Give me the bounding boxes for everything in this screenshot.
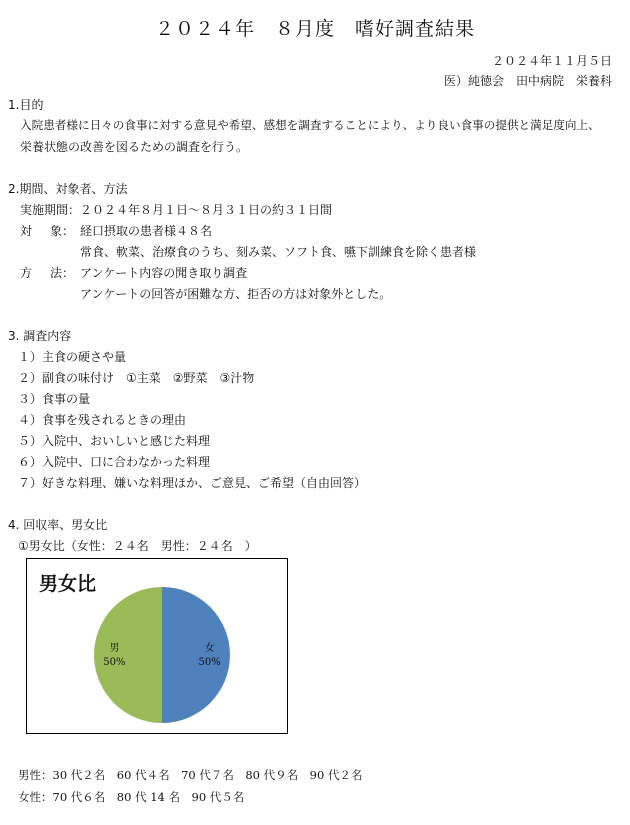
organization: 医）純徳会 田中病院 栄養科 [443,74,612,88]
period-label: 実施期間： [20,203,81,217]
report-date: ２０２４年１１月５日 [491,54,612,68]
chart-title: 男女比 [39,573,97,595]
gender-ratio-caption: ①男女比（女性：２４名 男性：２４名 ） [18,539,257,553]
survey-item: ６）入院中、口に合わなかった料理 [18,455,211,469]
pie-slice-percent-label: 50% [198,657,221,668]
method-value: アンケート内容の聞き取り調査 [80,266,248,280]
target-value: 経口摂取の患者様４８名 [80,224,213,238]
section-1-heading: 1.目的 [8,98,44,112]
pie-slice-category-label: 女 [204,643,215,654]
survey-item: ５）入院中、おいしいと感じた料理 [18,434,211,448]
target-note: 常食、軟菜、治療食のうち、刻み菜、ソフト食、嚥下訓練食を除く患者様 [80,245,477,259]
method-label-2: 法： [50,266,75,280]
survey-item: ２）副食の味付け ①主菜 ②野菜 ③汁物 [18,371,255,385]
purpose-line-2: 栄養状態の改善を図るための調査を行う。 [20,140,249,154]
method-label-1: 方 [20,266,33,280]
survey-item: ３）食事の量 [18,392,91,406]
male-age-stats: 男性：30 代２名 60 代４名 70 代７名 80 代９名 90 代２名 [18,768,363,782]
female-age-stats: 女性：70 代６名 80 代 14 名 90 代５名 [18,790,245,804]
pie-slice-percent-label: 50% [103,657,126,668]
purpose-line-1: 入院患者様に日々の食事に対する意見や希望、感想を調査することにより、より良い食事の提供と満足度向上、 [20,118,600,132]
pie-slice-female [162,587,230,723]
section-3-heading: 3. 調査内容 [8,329,72,343]
section-4-heading: 4. 回収率、男女比 [8,518,108,532]
page-title: ２０２４年 ８月度 嗜好調査結果 [154,18,475,40]
survey-item: １）主食の硬さや量 [18,350,127,364]
survey-item: ７）好きな料理、嫌いな料理ほか、ご意見、ご希望（自由回答） [18,476,367,490]
pie-slice-category-label: 男 [109,643,120,654]
gender-pie-chart [26,558,288,734]
method-note: アンケートの回答が困難な方、拒否の方は対象外とした。 [80,287,392,301]
target-label-1: 対 [20,224,33,238]
section-2-heading: 2.期間、対象者、方法 [8,182,128,196]
pie-svg [27,559,286,732]
survey-item: ４）食事を残されるときの理由 [18,413,187,427]
period-value: ２０２４年８月１日～８月３１日の約３１日間 [80,203,333,217]
pie-slice-male [94,587,162,723]
target-label-2: 象： [50,224,75,238]
